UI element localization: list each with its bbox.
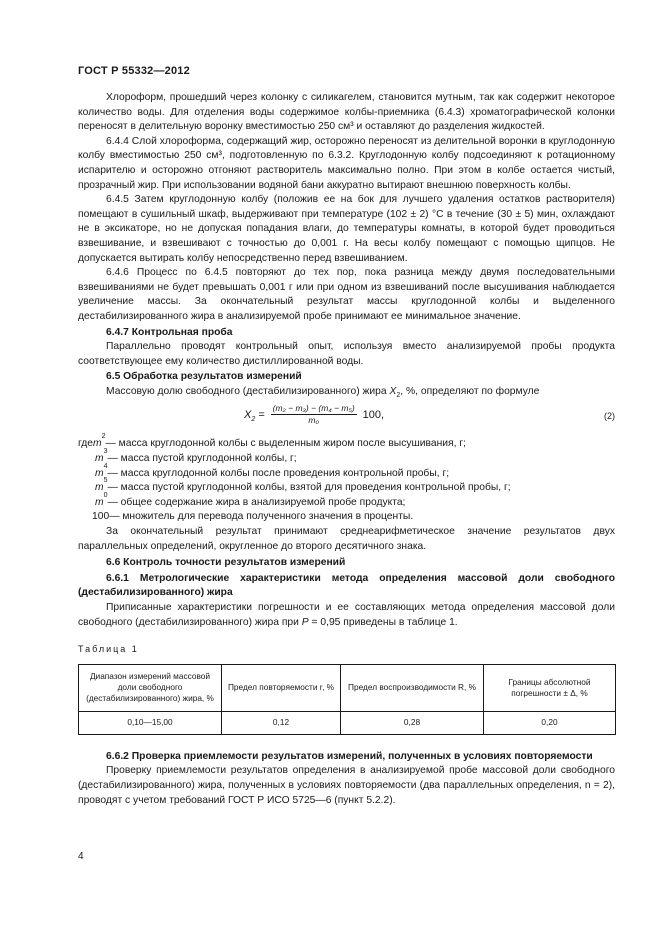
- heading-6-6: 6.6 Контроль точности результатов измерений: [106, 557, 346, 569]
- table-cell: 0,12: [222, 711, 341, 734]
- definition-row: [78, 433, 615, 452]
- definition-text: — общее содержание жира в анализируемой пробе продукта;: [107, 496, 406, 508]
- table-header-row: [79, 664, 616, 711]
- definition-row: [78, 510, 615, 525]
- table-header-cell: Предел воспроизводимости R, %: [341, 664, 484, 711]
- table-header-cell: Диапазон измерений массовой доли свободного (дестабилизированного) жира, %: [79, 664, 222, 711]
- paragraph-characteristics: [78, 601, 615, 630]
- definition-row: [78, 462, 615, 482]
- precision-table: [78, 664, 616, 735]
- paragraph-formula-intro: [78, 385, 615, 400]
- definition-subscript: 3: [103, 448, 108, 456]
- formula-intro-symbol: X: [389, 385, 397, 397]
- heading-6-6-2: 6.6.2 Проверка приемлемости результатов измерений, полученных в условиях повторяемости: [106, 750, 593, 762]
- definition-symbol: m: [93, 438, 102, 450]
- paragraph-final-result: За окончательный результат принимают среднеарифметическое значение результатов двух параллельных определений, округленное до второго десятичного знака.: [78, 526, 615, 552]
- formula-intro-tail: , %, определяют по формуле: [400, 385, 540, 397]
- paragraph-control-sample: Параллельно проводят контрольный опыт, используя вместо анализируемой пробы продукта соответствующее ему количество дистиллированной воды.: [78, 341, 615, 367]
- definition-text: — масса круглодонной колбы после проведения контрольной пробы, г;: [107, 467, 450, 479]
- definition-subscript: 2: [101, 433, 106, 441]
- definition-symbol: m: [95, 453, 104, 465]
- paragraph-acceptability: Проверку приемлемости результатов определения в анализируемой пробе массовой доли свободного (дестабилизированного) жира, полученных в условиях повторяемости (два параллельных определения, n = 2), проводят с учетом требований ГОСТ Р ИСО 5725—6 (пункт 5.2.2).: [78, 765, 615, 806]
- definition-text: — масса пустой круглодонной колбы, взятой для проведения контрольной пробы, г;: [107, 482, 511, 494]
- equation-number: (2): [604, 411, 615, 422]
- variable-definitions: [78, 433, 615, 525]
- document-body: [78, 91, 615, 808]
- table-cell: 0,20: [484, 711, 616, 734]
- definition-subscript: 4: [103, 462, 108, 470]
- document-header: ГОСТ Р 55332—2012: [78, 65, 190, 77]
- table-row: [79, 711, 616, 734]
- definition-symbol: m: [95, 482, 104, 494]
- paragraph-chloroform: Хлороформ, прошедший через колонку с силикагелем, становится мутным, так как содержит некоторое количество воды. Для отделения воды содержимое колбы-приемника (6.4.3) хроматографической колонки переносят в делительную воронку вместимостью 250 см³ и оставляют до разделения жидкостей.: [78, 92, 615, 133]
- definition-text: — масса пустой круглодонной колбы, г;: [107, 453, 297, 465]
- formula: [244, 403, 384, 426]
- heading-6-5: 6.5 Обработка результатов измерений: [106, 371, 302, 383]
- characteristics-tail: = 0,95 приведены в таблице 1.: [308, 616, 458, 628]
- formula-lhs: X: [244, 408, 252, 421]
- definition-row: [78, 491, 615, 511]
- probability-symbol: P: [301, 616, 309, 628]
- formula-fraction: [271, 403, 357, 426]
- heading-6-6-1: 6.6.1 Метрологические характеристики метода определения массовой доли свободного (дестабилизированного) жира: [78, 572, 615, 599]
- formula-numerator: (m₂ − m₃) − (m₄ − m₅): [272, 403, 355, 414]
- formula-denominator: m₀: [308, 415, 320, 426]
- formula-lhs-subscript: 2: [251, 415, 256, 423]
- page-number: 4: [78, 851, 84, 862]
- characteristics-text: Приписанные характеристики погрешности и ее составляющих метода определения массовой доли свободного (дестабилизированного) жира при: [78, 602, 615, 628]
- paragraph-6-4-5: 6.4.5 Затем круглодонную колбу (положив ее на бок для лучшего удаления остатков растворителя) помещают в сушильный шкаф, выдерживают при температуре (102 ± 2) °С в течение (30 ± 5) мин, охлаждают не в эксикаторе, но не допуская попадания влаги, до температуры комнаты, в которой будет проводиться взвешивание, и взвешивают с точностью до 0,001 г. На весы колбу помещают с помощью щипцов. Не допускается вытирать колбу непосредственно перед взвешиванием.: [78, 194, 615, 264]
- definition-subscript: 0: [103, 491, 108, 499]
- formula-equals: =: [255, 408, 265, 421]
- formula-intro-text: Массовую долю свободного (дестабилизированного) жира: [106, 385, 387, 397]
- paragraph-6-4-4: 6.4.4 Слой хлороформа, содержащий жир, осторожно переносят из делительной воронки в круглодонную колбу вместимостью 250 см³, подготовленную по 6.3.2. Круглодонную колбу подсоединяют к ротационному испарителю и осторожно отгоняют растворитель максимально полно. При этом в колбе остается чистый, прозрачный жир. При использовании водяной бани аккуратно вытирают внешнюю поверхность колбы.: [78, 135, 615, 191]
- definition-symbol: m: [95, 467, 104, 479]
- definition-symbol: 100: [92, 511, 110, 523]
- definition-prefix: где: [78, 438, 94, 450]
- formula-block: [78, 401, 615, 435]
- definition-row: [78, 477, 615, 496]
- formula-multiplier: 100,: [362, 408, 385, 421]
- definition-text: — множитель для перевода полученного значения в проценты.: [109, 511, 414, 523]
- definition-row: [78, 448, 615, 467]
- paragraph-6-4-6: 6.4.6 Процесс по 6.4.5 повторяют до тех пор, пока разница между двумя последовательными взвешиваниями не будет превышать 0,001 г или при одном из взвешиваний после высушивания наблюдается увеличение массы. За окончательный результат массы круглодонной колбы и выделенного дестабилизированного жира в анализируемой пробе принимают ее минимальное значение.: [78, 267, 615, 322]
- table-caption: Таблица 1: [78, 644, 139, 655]
- table-cell: 0,10—15,00: [79, 711, 222, 734]
- table-header-cell: Границы абсолютной погрешности ± Δ, %: [484, 664, 616, 711]
- heading-6-4-7: 6.4.7 Контрольная проба: [106, 326, 233, 338]
- table-cell: 0,28: [341, 711, 484, 734]
- definition-subscript: 5: [103, 477, 108, 485]
- table-header-cell: Предел повторяемости r, %: [222, 664, 341, 711]
- definition-symbol: m: [95, 496, 104, 508]
- definition-text: — масса круглодонной колбы с выделенным жиром после высушивания, г;: [105, 438, 466, 450]
- formula-intro-subscript: 2: [396, 391, 401, 399]
